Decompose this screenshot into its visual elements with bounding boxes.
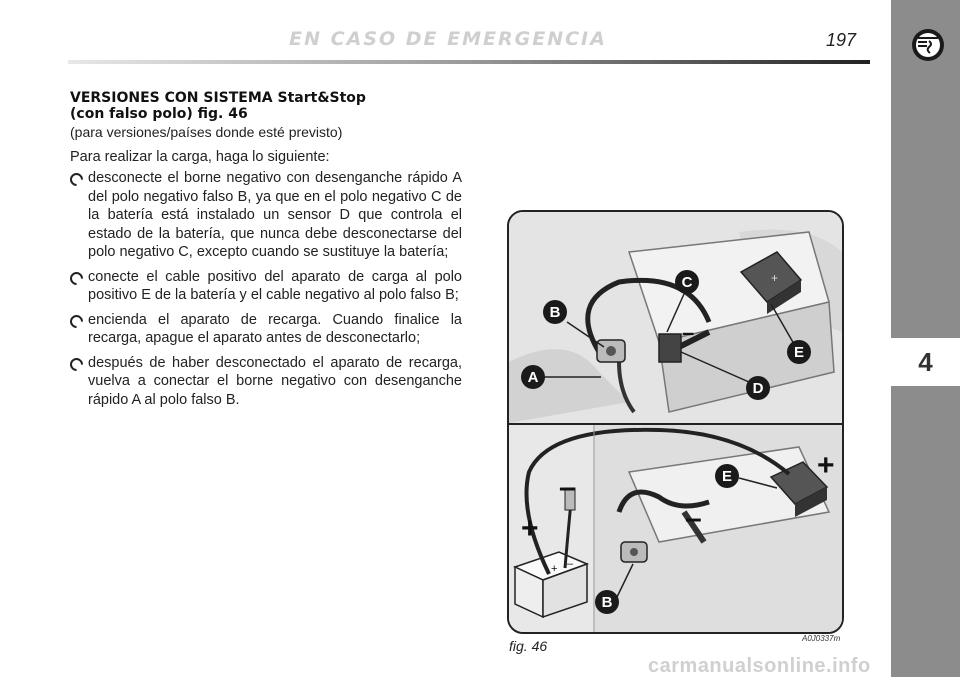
list-item (70, 268, 462, 305)
page-number: 197 (826, 30, 857, 50)
step-text: después de haber desconectado el aparato de recarga, vuelva a conectar el borne negativo con desenganche rápido A al polo falso B. (88, 354, 462, 408)
text-column (70, 90, 462, 415)
chapter-side-tab (891, 0, 960, 677)
brand-logo-icon (911, 28, 945, 62)
header-rule (68, 60, 870, 64)
label-D (746, 376, 770, 400)
figure-46 (507, 210, 844, 634)
top-minus-sign: – (682, 320, 695, 345)
svg-text:B: B (601, 594, 613, 611)
label-E (787, 340, 811, 364)
section-heading-line1: VERSIONES CON SISTEMA Start&Stop (70, 90, 366, 106)
figure-code: A0J0337m (802, 634, 841, 643)
label-E-bottom (715, 464, 739, 488)
charger-minus-sign: – (567, 558, 574, 570)
label-C (675, 270, 699, 294)
negative-clamp (597, 340, 625, 362)
step-text: encienda el aparato de recarga. Cuando finalice la recarga, apague el aparato antes de desconectarlo; (88, 311, 462, 346)
figure-divider (509, 423, 842, 425)
list-item (70, 169, 462, 262)
bullet-icon (67, 269, 85, 287)
svg-text:E: E (793, 344, 805, 361)
section-heading-line2: (con falso polo) fig. 46 (70, 106, 248, 122)
bottom-plus-right-sign: + (817, 449, 835, 482)
bottom-clamp (621, 542, 647, 562)
intro-text: Para realizar la carga, haga lo siguiente: (70, 149, 330, 165)
bottom-plus-left-sign: + (521, 512, 539, 545)
bottom-minus-mid-sign: – (685, 502, 702, 535)
battery-plus-sign: + (771, 271, 779, 285)
sensor-block (659, 334, 681, 362)
label-B (543, 300, 567, 324)
battery-illustration (509, 212, 842, 632)
label-A (521, 365, 545, 389)
svg-text:E: E (721, 468, 733, 485)
label-B-bottom (595, 590, 619, 614)
svg-text:D: D (752, 380, 764, 397)
bottom-minus-left-sign: – (559, 471, 576, 504)
step-text: conecte el cable positivo del aparato de carga al polo positivo E de la batería y el cable negativo al polo falso B; (88, 268, 462, 303)
bullet-icon (67, 355, 85, 373)
header-title: EN CASO DE EMERGENCIA (289, 28, 607, 50)
list-item (70, 311, 462, 348)
svg-text:C: C (681, 274, 693, 291)
svg-text:B: B (549, 304, 561, 321)
watermark: carmanualsonline.info (648, 655, 871, 677)
section-subtitle: (para versiones/países donde esté previsto) (70, 124, 343, 140)
bullet-icon (67, 170, 85, 188)
chapter-number[interactable]: 4 (891, 338, 960, 386)
step-text: desconecte el borne negativo con desenganche rápido A del polo negativo falso B, ya que en el polo negativo C de la batería está instalado un sensor D que controla el estado de la batería, que nunca debe desconectarse del polo negativo C, excepto cuando se sustituye la batería; (88, 170, 462, 260)
list-item (70, 354, 462, 410)
svg-text:A: A (527, 369, 539, 386)
charger-plus-sign: + (551, 563, 558, 575)
steps-list (70, 169, 462, 409)
side-tab-bottom-band (891, 386, 960, 677)
bullet-icon (67, 312, 85, 330)
figure-caption: fig. 46 (509, 638, 548, 654)
